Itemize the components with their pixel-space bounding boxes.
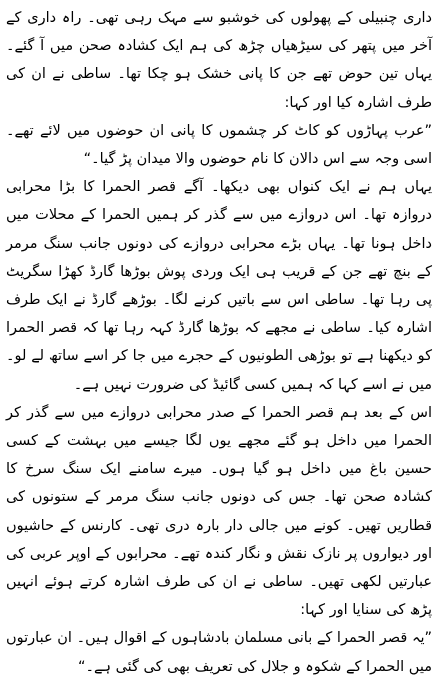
quote-palace-inscriptions: ”یہ قصر الحمرا کے بانی مسلمان بادشاہوں کے اقوال ہیں۔ ان عبارتوں میں الحمرا کے شکوہ و جلال کی تعریف بھی کی گئی ہے۔“ [6, 630, 432, 675]
paragraph-gate-and-guard: یہاں ہم نے ایک کنواں بھی دیکھا۔ آگے قصر الحمرا کا بڑا محرابی دروازہ تھا۔ اس دروازے میں سے گذر کر ہمیں الحمرا کے محلات میں داخل ہونا تھا۔ یہاں بڑے محرابی دروازے کی دونوں جانب سنگ مرمر کے بنچ تھے جن کے قریب ہی ایک وردی پوش بوڑھا گارڈ کھڑا سگریٹ پی رہا تھا۔ ساطی اس سے باتیں کرنے لگا۔ بوڑھے گارڈ نے ایک طرف اشارہ کیا۔ ساطی نے مجھے کہ بوڑھا گارڈ کہہ رہا تھا کہ قصر الحمرا کو دیکھنا ہے تو بوڑھی الطونیوں کے حجرے میں جا کر اسے ساتھ لے لو۔ میں نے اسے کہا کہ ہمیں کسی گائیڈ کی ضرورت نہیں ہے۔ [6, 179, 432, 393]
paragraph-reflecting-pools: داری چنبیلی کے پھولوں کی خوشبو سے مہک رہی تھی۔ راہ داری کے آخر میں پتھر کی سیڑھیاں چڑھ کی ہم ایک کشادہ صحن میں آ گئے۔ یہاں تین حوض تھے جن کا پانی خشک ہو چکا تھا۔ ساطی نے ان کی طرف اشارہ کیا اور کہا: [6, 10, 432, 111]
quote-arab-fountains: ”عرب پہاڑوں کو کاٹ کر چشموں کا پانی ان حوضوں میں لائے تھے۔ اسی وجہ سے اس دالان کا نام حوضوں والا میدان پڑ گیا۔“ [6, 122, 432, 168]
paragraph-palace-courtyard: اس کے بعد ہم قصر الحمرا کے صدر محرابی دروازے میں سے گذر کر الحمرا میں داخل ہو گئے مجھے یوں لگا جیسے میں بہشت کے کسی حسین باغ میں داخل ہو گیا ہوں۔ میرے سامنے ایک سنگ سرخ کا کشادہ صحن تھا۔ جس کی دونوں جانب سنگ مرمر کے ستونوں کی قطاریں تھیں۔ کونے میں جالی دار بارہ دری تھی۔ کارنس کے حاشیوں اور دیواروں پر نازک نقش و نگار کندہ تھے۔ محرابوں کے اوپر عربی کی عبارتیں لکھی تھیں۔ ساطی نے ان کی طرف اشارہ کرتے ہوئے انہیں پڑھ کی سنایا اور کہا: [6, 404, 432, 619]
